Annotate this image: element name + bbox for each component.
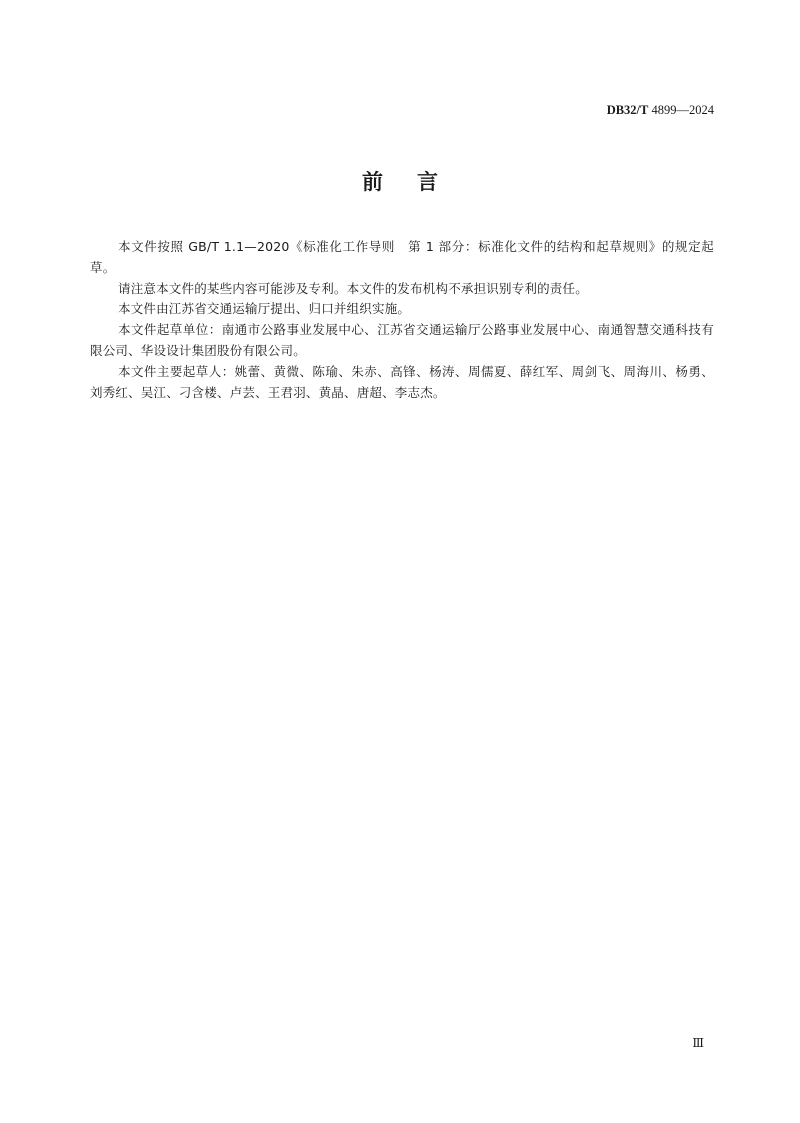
paragraph-drafters: 本文件主要起草人：姚蕾、黄微、陈瑜、朱赤、高锋、杨涛、周儒夏、薛红军、周剑飞、周海川、杨勇、刘秀红、吴江、刁含楼、卢芸、王君羽、黄晶、唐超、李志杰。 <box>90 363 714 400</box>
paragraph-drafting-units: 本文件起草单位：南通市公路事业发展中心、江苏省交通运输厅公路事业发展中心、南通智慧交通科技有限公司、华设设计集团股份有限公司。 <box>90 322 714 358</box>
page-number: Ⅲ <box>692 1036 704 1050</box>
paragraph-patent-notice: 请注意本文件的某些内容可能涉及专利。本文件的发布机构不承担识别专利的责任。 <box>118 280 588 296</box>
paragraph-drafting-rules: 本文件按照 GB/T 1.1—2020《标准化工作导则 第 1 部分：标准化文件的结构和起草规则》的规定起草。 <box>90 239 714 275</box>
standard-code-number: 4899—2024 <box>651 103 714 117</box>
standard-code-prefix: DB32/T <box>606 103 649 117</box>
standard-code <box>607 102 714 118</box>
foreword-body <box>90 237 714 403</box>
paragraph-proposer: 本文件由江苏省交通运输厅提出、归口并组织实施。 <box>118 301 411 317</box>
page-title-char-2: 言 <box>417 170 438 194</box>
page-title <box>0 170 800 194</box>
page-title-char-1: 前 <box>362 170 383 194</box>
